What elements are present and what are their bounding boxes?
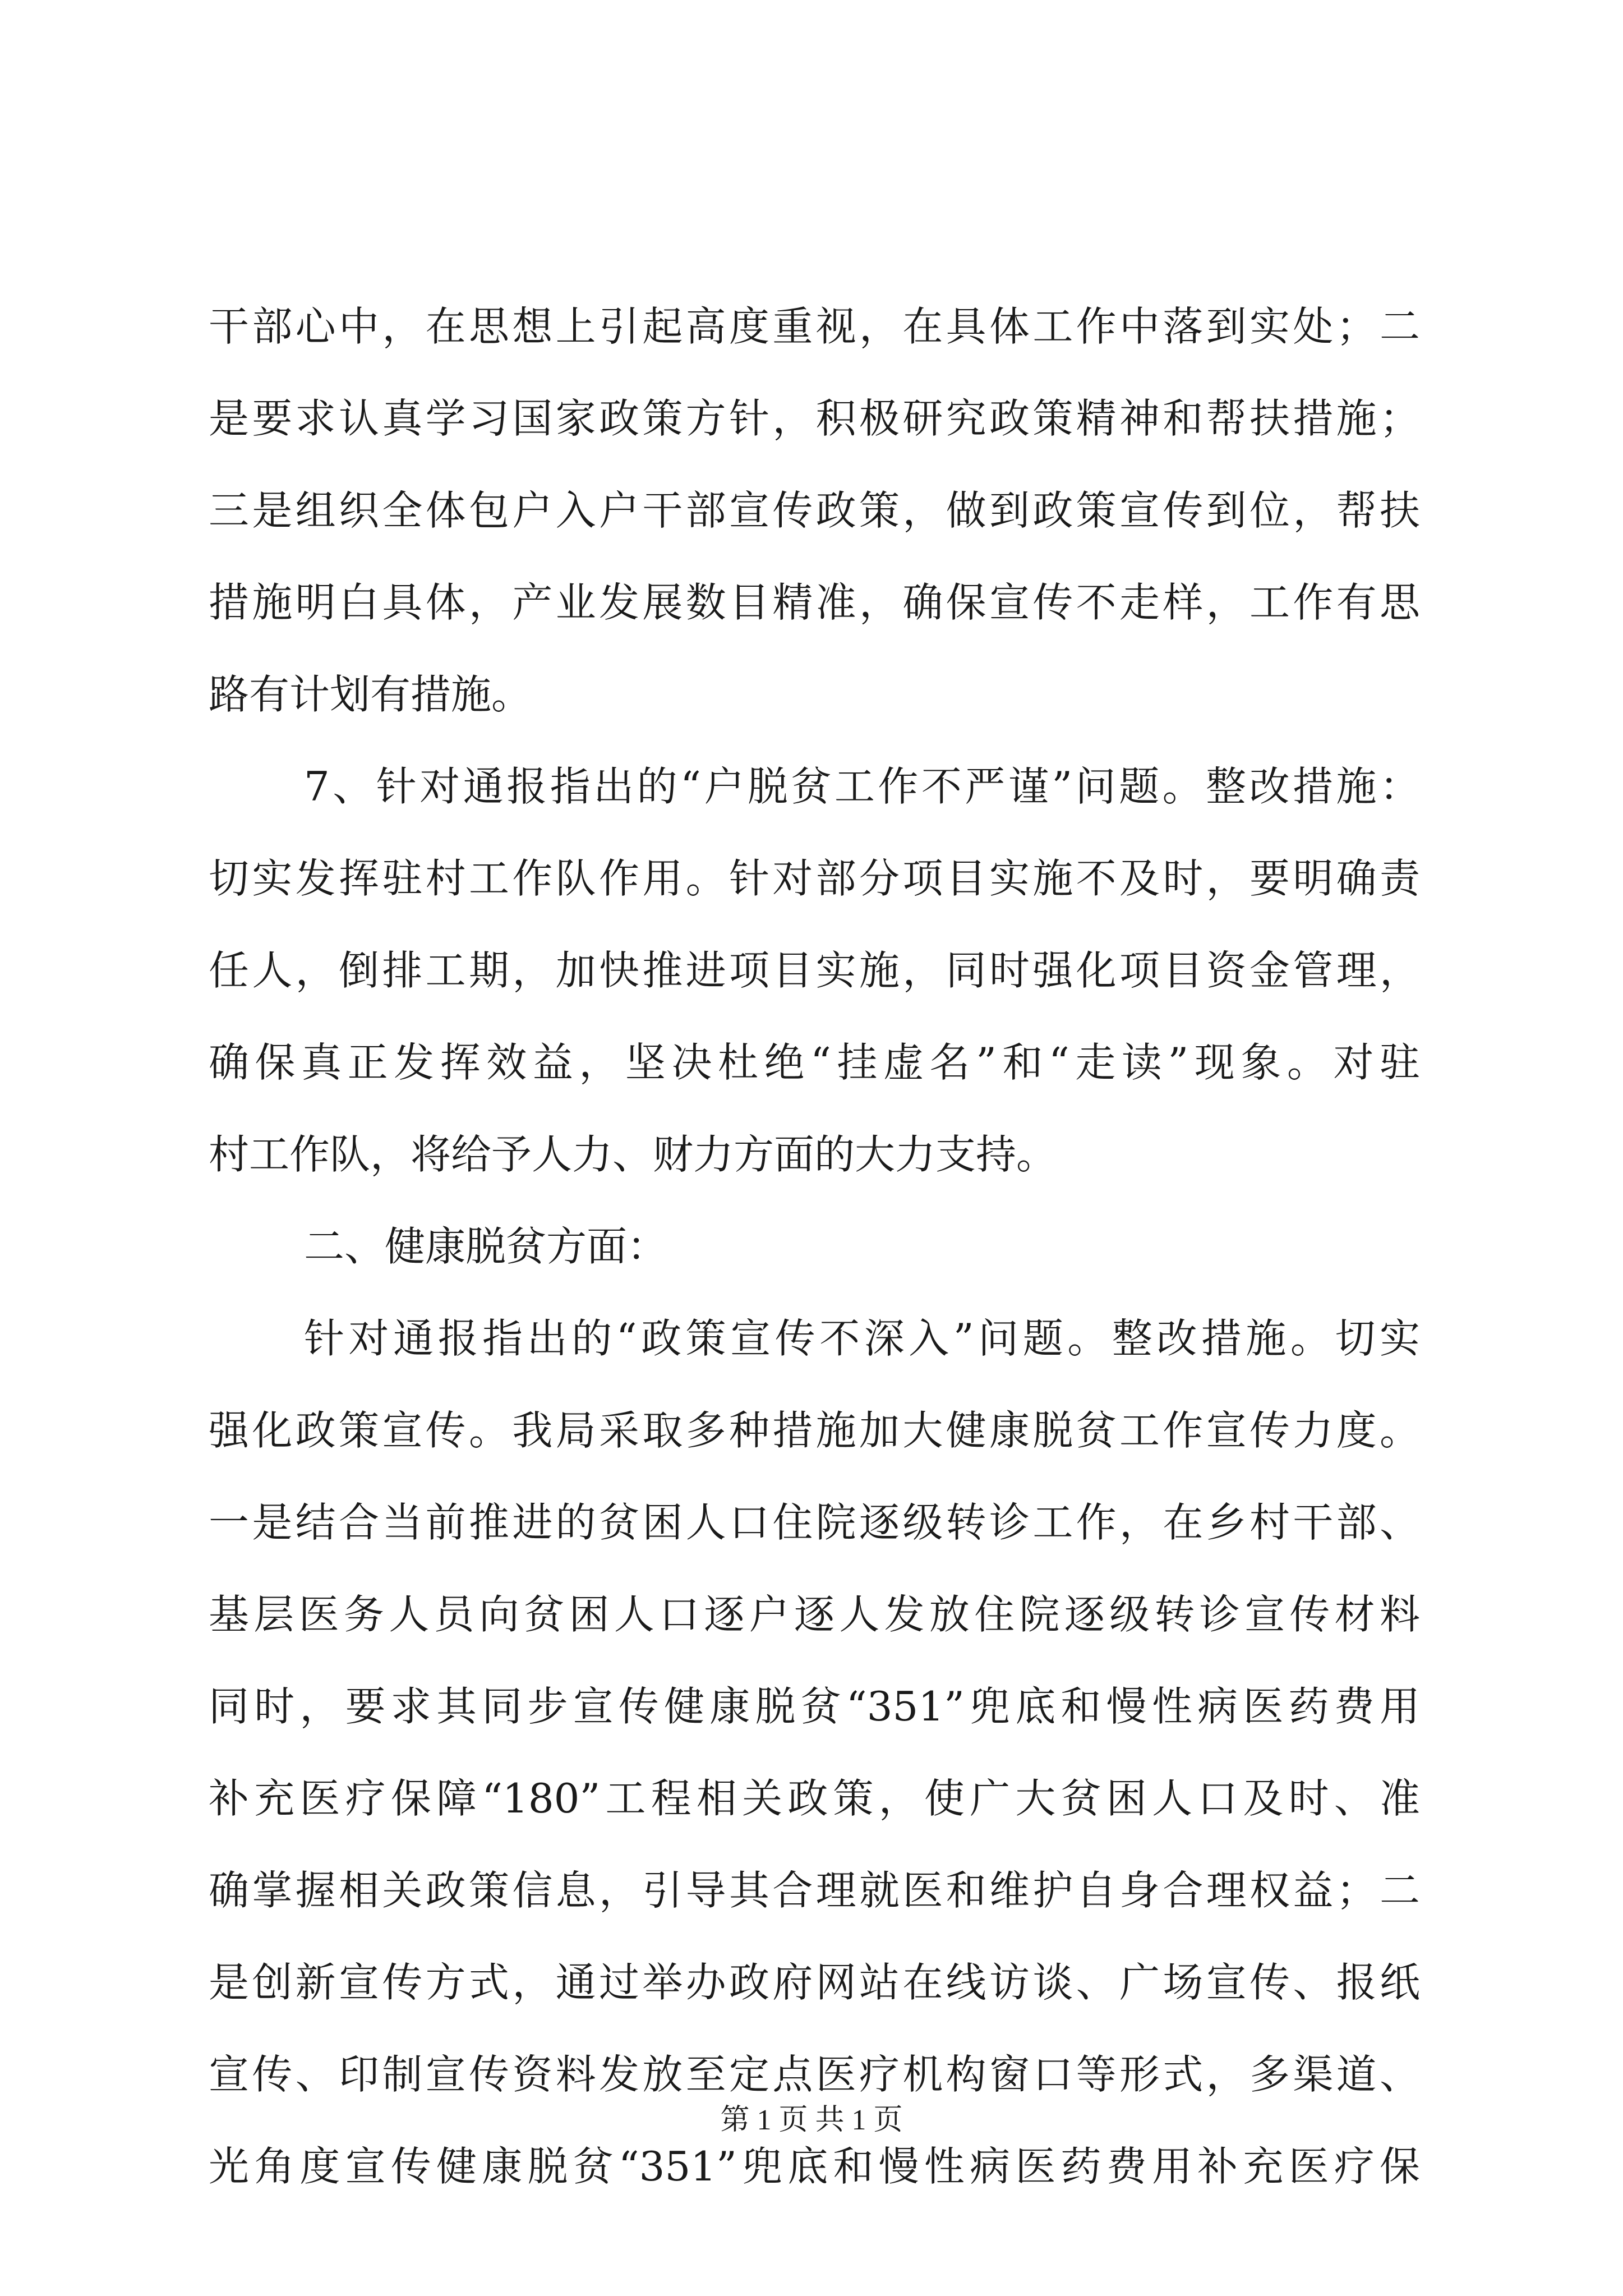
text-line: 补充医疗保障“180”工程相关政策，使广大贫困人口及时、准 bbox=[209, 1775, 1420, 1822]
text-line: 7、针对通报指出的“户脱贫工作不严谨”问题。整改措施： bbox=[304, 763, 1420, 810]
text-line: 确掌握相关政策信息，引导其合理就医和维护自身合理权益；二 bbox=[209, 1867, 1420, 1914]
section-heading: 二、健康脱贫方面： bbox=[304, 1223, 668, 1270]
text-line: 措施明白具体，产业发展数目精准，确保宣传不走样，工作有思 bbox=[209, 579, 1420, 626]
text-line: 强化政策宣传。我局采取多种措施加大健康脱贫工作宣传力度。 bbox=[209, 1407, 1420, 1454]
page-number-footer: 第 1 页 共 1 页 bbox=[720, 2104, 903, 2136]
text-line: 村工作队，将给予人力、财力方面的大力支持。 bbox=[209, 1131, 1057, 1178]
text-line: 切实发挥驻村工作队作用。针对部分项目实施不及时，要明确责 bbox=[209, 855, 1420, 902]
text-line: 是创新宣传方式，通过举办政府网站在线访谈、广场宣传、报纸 bbox=[209, 1959, 1420, 2006]
text-line: 同时，要求其同步宣传健康脱贫“351”兜底和慢性病医药费用 bbox=[209, 1683, 1420, 1730]
text-line: 确保真正发挥效益，坚决杜绝“挂虚名”和“走读”现象。对驻 bbox=[209, 1039, 1420, 1086]
text-line: 路有计划有措施。 bbox=[209, 671, 532, 718]
document-body bbox=[209, 280, 1420, 2212]
text-line: 任人，倒排工期，加快推进项目实施，同时强化项目资金管理， bbox=[209, 947, 1420, 994]
text-line: 针对通报指出的“政策宣传不深入”问题。整改措施。切实 bbox=[304, 1315, 1420, 1362]
text-line: 三是组织全体包户入户干部宣传政策，做到政策宣传到位，帮扶 bbox=[209, 487, 1420, 534]
text-line: 是要求认真学习国家政策方针，积极研究政策精神和帮扶措施； bbox=[209, 395, 1420, 442]
text-line: 一是结合当前推进的贫困人口住院逐级转诊工作，在乡村干部、 bbox=[209, 1499, 1420, 1546]
text-line: 宣传、印制宣传资料发放至定点医疗机构窗口等形式，多渠道、 bbox=[209, 2051, 1420, 2098]
text-line: 干部心中，在思想上引起高度重视，在具体工作中落到实处；二 bbox=[209, 303, 1420, 350]
text-line: 基层医务人员向贫困人口逐户逐人发放住院逐级转诊宣传材料 bbox=[209, 1591, 1420, 1638]
text-line: 光角度宣传健康脱贫“351”兜底和慢性病医药费用补充医疗保 bbox=[209, 2143, 1420, 2190]
